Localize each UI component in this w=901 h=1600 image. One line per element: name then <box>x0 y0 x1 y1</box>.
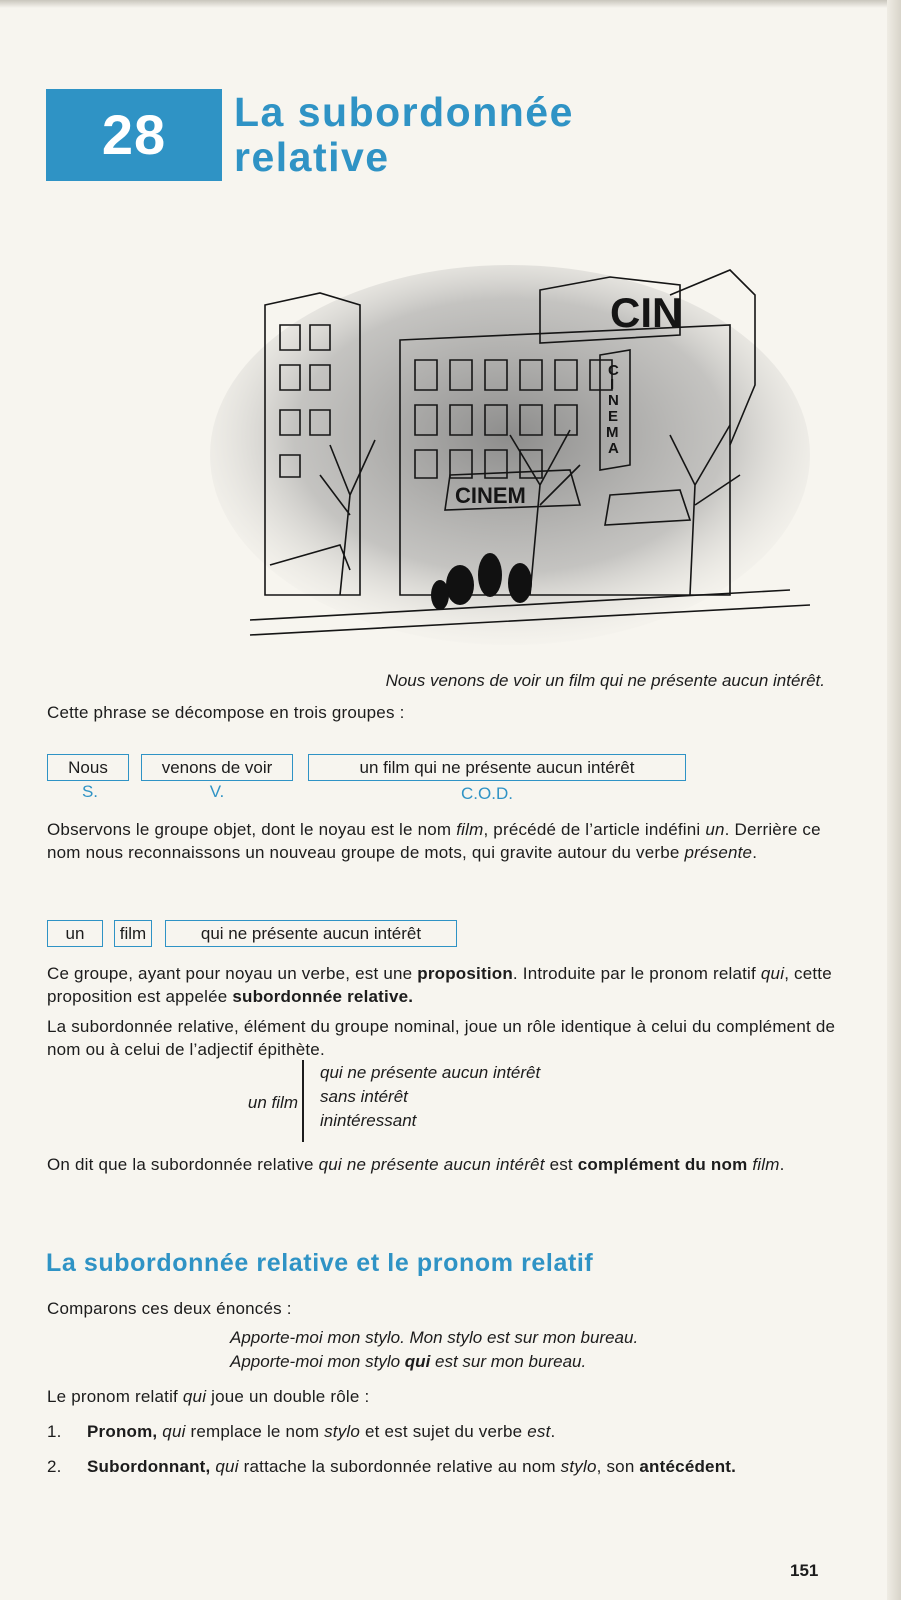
intro-text: Cette phrase se décompose en trois groupes : <box>47 703 405 722</box>
sign-vertical-a: A <box>608 440 619 457</box>
paragraph-observons: Observons le groupe objet, dont le noyau est le nom film, précédé de l’article indéfini un. Derrière ce nom nous reconnaissons un nouveau groupe de mots, qui gravite autour du verbe présente. <box>47 820 821 862</box>
paragraph-role: La subordonnée relative, élément du groupe nominal, joue un rôle identique à celui du complément de nom ou à celui de l’adjectif épithète. <box>47 1017 836 1059</box>
comparison-item: qui ne présente aucun intérêt <box>320 1063 541 1082</box>
paragraph-complement: On dit que la subordonnée relative qui ne présente aucun intérêt est complément du nom film. <box>47 1155 785 1174</box>
group2-box-relative: qui ne présente aucun intérêt <box>165 920 457 947</box>
role-item-2: 2. Subordonnant, qui rattache la subordonnée relative au nom stylo, son antécédent. <box>47 1457 737 1476</box>
cinema-street-illustration <box>210 265 810 665</box>
compare-intro: Comparons ces deux énoncés : <box>47 1299 292 1318</box>
group2-box-article: un <box>47 920 103 947</box>
group-label-s: S. <box>81 782 99 801</box>
group-box-verb: venons de voir <box>141 754 293 781</box>
group-box-object: un film qui ne présente aucun intérêt <box>308 754 686 781</box>
sign-marquee-text: CINEM <box>455 483 526 508</box>
comparison-item: sans intérêt <box>320 1087 408 1106</box>
chapter-number-badge: 28 <box>46 89 222 181</box>
chapter-title <box>234 90 794 180</box>
example-line-2: Apporte-moi mon stylo qui est sur mon bureau. <box>230 1352 587 1371</box>
chapter-title-line1: La subordonnée <box>234 89 574 135</box>
illustration-caption: Nous venons de voir un film qui ne présente aucun intérêt. <box>385 671 825 690</box>
section-title: La subordonnée relative et le pronom relatif <box>46 1249 594 1277</box>
paragraph-proposition: Ce groupe, ayant pour noyau un verbe, est une proposition. Introduite par le pronom relatif qui, cette proposition est appelée subordonnée relative. <box>47 964 832 1006</box>
sign-vertical-e: E <box>608 408 619 425</box>
sign-top-text: CIN <box>610 289 683 336</box>
role-intro: Le pronom relatif qui joue un double rôle : <box>47 1387 370 1406</box>
chapter-title-line2: relative <box>234 134 390 180</box>
group2-box-noun: film <box>114 920 152 947</box>
comparison-item: inintéressant <box>320 1111 417 1130</box>
comparison-divider <box>302 1060 304 1142</box>
comparison-label: un film <box>247 1093 298 1112</box>
comparison-list <box>320 1061 540 1133</box>
page-top-shadow <box>0 0 901 8</box>
group-label-v: V. <box>209 782 225 801</box>
sign-vertical-n: N <box>608 392 619 409</box>
role-item-1: 1. Pronom, qui remplace le nom stylo et est sujet du verbe est. <box>47 1422 556 1441</box>
group-box-subject: Nous <box>47 754 129 781</box>
sign-vertical-i: I <box>610 376 615 393</box>
sign-vertical-c: C <box>608 362 619 379</box>
example-line-1: Apporte-moi mon stylo. Mon stylo est sur mon bureau. <box>230 1328 639 1347</box>
page-number: 151 <box>790 1561 819 1580</box>
group-label-cod: C.O.D. <box>461 784 513 803</box>
page-edge <box>887 0 901 1600</box>
sign-vertical-m: M <box>606 424 619 441</box>
